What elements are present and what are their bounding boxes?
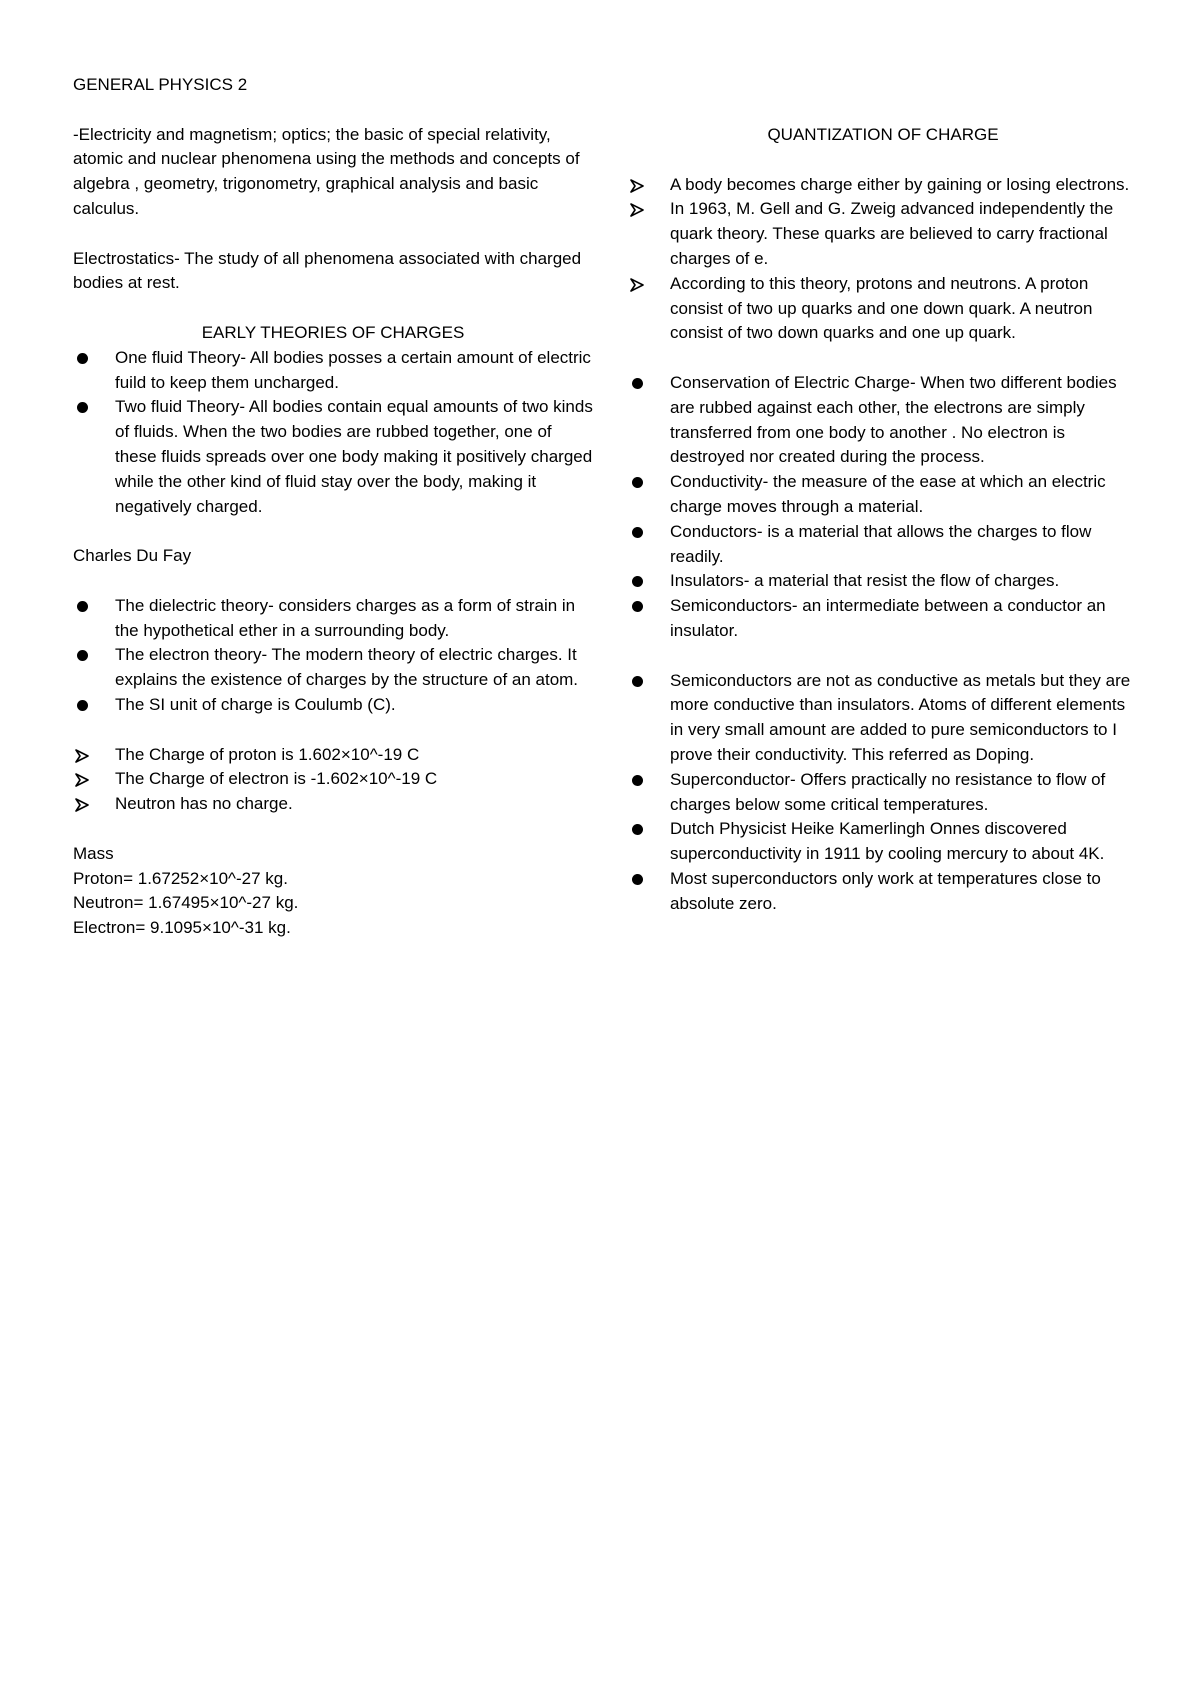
list-item-text: Semiconductors are not as conductive as metals but they are more conductive than insulators. Atoms of different elements in very small amount are added to pure semiconductors to I prove their conductivity. This referred as Doping.	[670, 670, 1131, 764]
list-item	[628, 594, 1138, 644]
list-item-text: Semiconductors- an intermediate between a conductor an insulator.	[670, 596, 1106, 640]
charles-du-fay-heading: Charles Du Fay	[73, 546, 192, 566]
list-item-text: The SI unit of charge is Coulumb (C).	[115, 694, 396, 714]
list-item-text: Conductivity- the measure of the ease at which an electric charge moves through a material.	[670, 472, 1106, 516]
bullet-icon	[632, 775, 643, 786]
left-column	[73, 73, 593, 941]
document-title: GENERAL PHYSICS 2	[73, 75, 248, 94]
list-item	[628, 470, 1138, 520]
bullet-icon	[632, 601, 643, 612]
bullet-icon	[632, 477, 643, 488]
list-item-text: The electron theory- The modern theory of electric charges. It explains the existence of charges by the structure of an atom.	[115, 645, 579, 690]
bullet-icon	[77, 700, 88, 711]
list-item-text: The Charge of electron is -1.602×10^-19 C	[115, 769, 438, 789]
list-item-text: Insulators- a material that resist the flow of charges.	[670, 571, 1060, 591]
list-item	[628, 272, 1138, 346]
mass-line: Neutron= 1.67495×10^-27 kg.	[73, 893, 299, 913]
list-item	[73, 594, 593, 644]
bullet-icon	[77, 601, 88, 612]
list-item-text: Conservation of Electric Charge- When two different bodies are rubbed against each other, the electrons are simply transferred from one body to another . No electron is destroyed nor created during the process.	[670, 372, 1117, 467]
bullet-icon	[77, 650, 88, 661]
particle-charge-list	[73, 743, 593, 817]
bullet-icon	[632, 527, 643, 538]
list-item-text: According to this theory, protons and neutrons. A proton consist of two up quarks and one down quark. A neutron consist of two down quarks and one up quark.	[670, 273, 1093, 343]
list-item	[73, 792, 593, 817]
list-item	[628, 669, 1138, 768]
list-item	[628, 520, 1138, 570]
bullet-icon	[632, 676, 643, 687]
mass-line: Electron= 9.1095×10^-31 kg.	[73, 918, 291, 938]
list-item-text: In 1963, M. Gell and G. Zweig advanced independently the quark theory. These quarks are believed to carry fractional charges of e.	[670, 199, 1114, 268]
list-item-text: Most superconductors only work at temperatures close to absolute zero.	[670, 868, 1101, 913]
list-item-text: Superconductor- Offers practically no resistance to flow of charges below some critical temperatures.	[670, 769, 1106, 814]
list-item-text: A body becomes charge either by gaining or losing electrons.	[670, 174, 1130, 194]
list-item-text: Neutron has no charge.	[115, 794, 293, 814]
list-item	[73, 743, 593, 768]
list-item	[73, 643, 593, 693]
list-item	[628, 371, 1138, 470]
list-item	[628, 173, 1138, 198]
bullet-icon	[77, 402, 88, 413]
quantization-heading: QUANTIZATION OF CHARGE	[767, 125, 999, 144]
electrostatics-definition: Electrostatics- The study of all phenomena associated with charged bodies at rest.	[73, 248, 582, 293]
bullet-icon	[77, 353, 88, 364]
mass-line: Proton= 1.67252×10^-27 kg.	[73, 868, 288, 888]
early-theories-list	[73, 346, 593, 520]
early-theories-heading: EARLY THEORIES OF CHARGES	[201, 322, 465, 342]
bullet-icon	[632, 874, 643, 885]
bullet-icon	[632, 378, 643, 389]
conservation-list	[628, 371, 1138, 644]
list-item	[628, 867, 1138, 917]
course-description: -Electricity and magnetism; optics; the basic of special relativity, atomic and nuclear phenomena using the methods and concepts of algebra , geometry, trigonometry, graphical analysis and basic calculus.	[73, 124, 580, 218]
bullet-icon	[632, 576, 643, 587]
list-item	[628, 817, 1138, 867]
bullet-icon	[632, 824, 643, 835]
list-item	[628, 197, 1138, 271]
list-item-text: Dutch Physicist Heike Kamerlingh Onnes discovered superconductivity in 1911 by cooling mercury to about 4K.	[670, 819, 1105, 864]
list-item	[628, 768, 1138, 818]
list-item	[73, 693, 593, 718]
modern-theories-list	[73, 594, 593, 718]
list-item-text: Conductors- is a material that allows the charges to flow readily.	[670, 521, 1092, 566]
semiconductor-list	[628, 669, 1138, 917]
list-item	[73, 767, 593, 792]
list-item-text: The Charge of proton is 1.602×10^-19 C	[115, 744, 420, 764]
list-item-text: One fluid Theory- All bodies posses a certain amount of electric fuild to keep them uncharged.	[115, 347, 591, 392]
list-item-text: The dielectric theory- considers charges as a form of strain in the hypothetical ether in a surrounding body.	[115, 595, 576, 640]
quantization-list	[628, 173, 1138, 347]
right-column	[628, 123, 1138, 917]
list-item-text: Two fluid Theory- All bodies contain equal amounts of two kinds of fluids. When the two bodies are rubbed together, one of these fluids spreads over one body making it positively charged while the other kind of fluid stay over the body, making it negatively charged.	[115, 397, 593, 516]
list-item	[73, 395, 593, 519]
mass-heading: Mass	[73, 843, 114, 863]
list-item	[628, 569, 1138, 594]
list-item	[73, 346, 593, 396]
